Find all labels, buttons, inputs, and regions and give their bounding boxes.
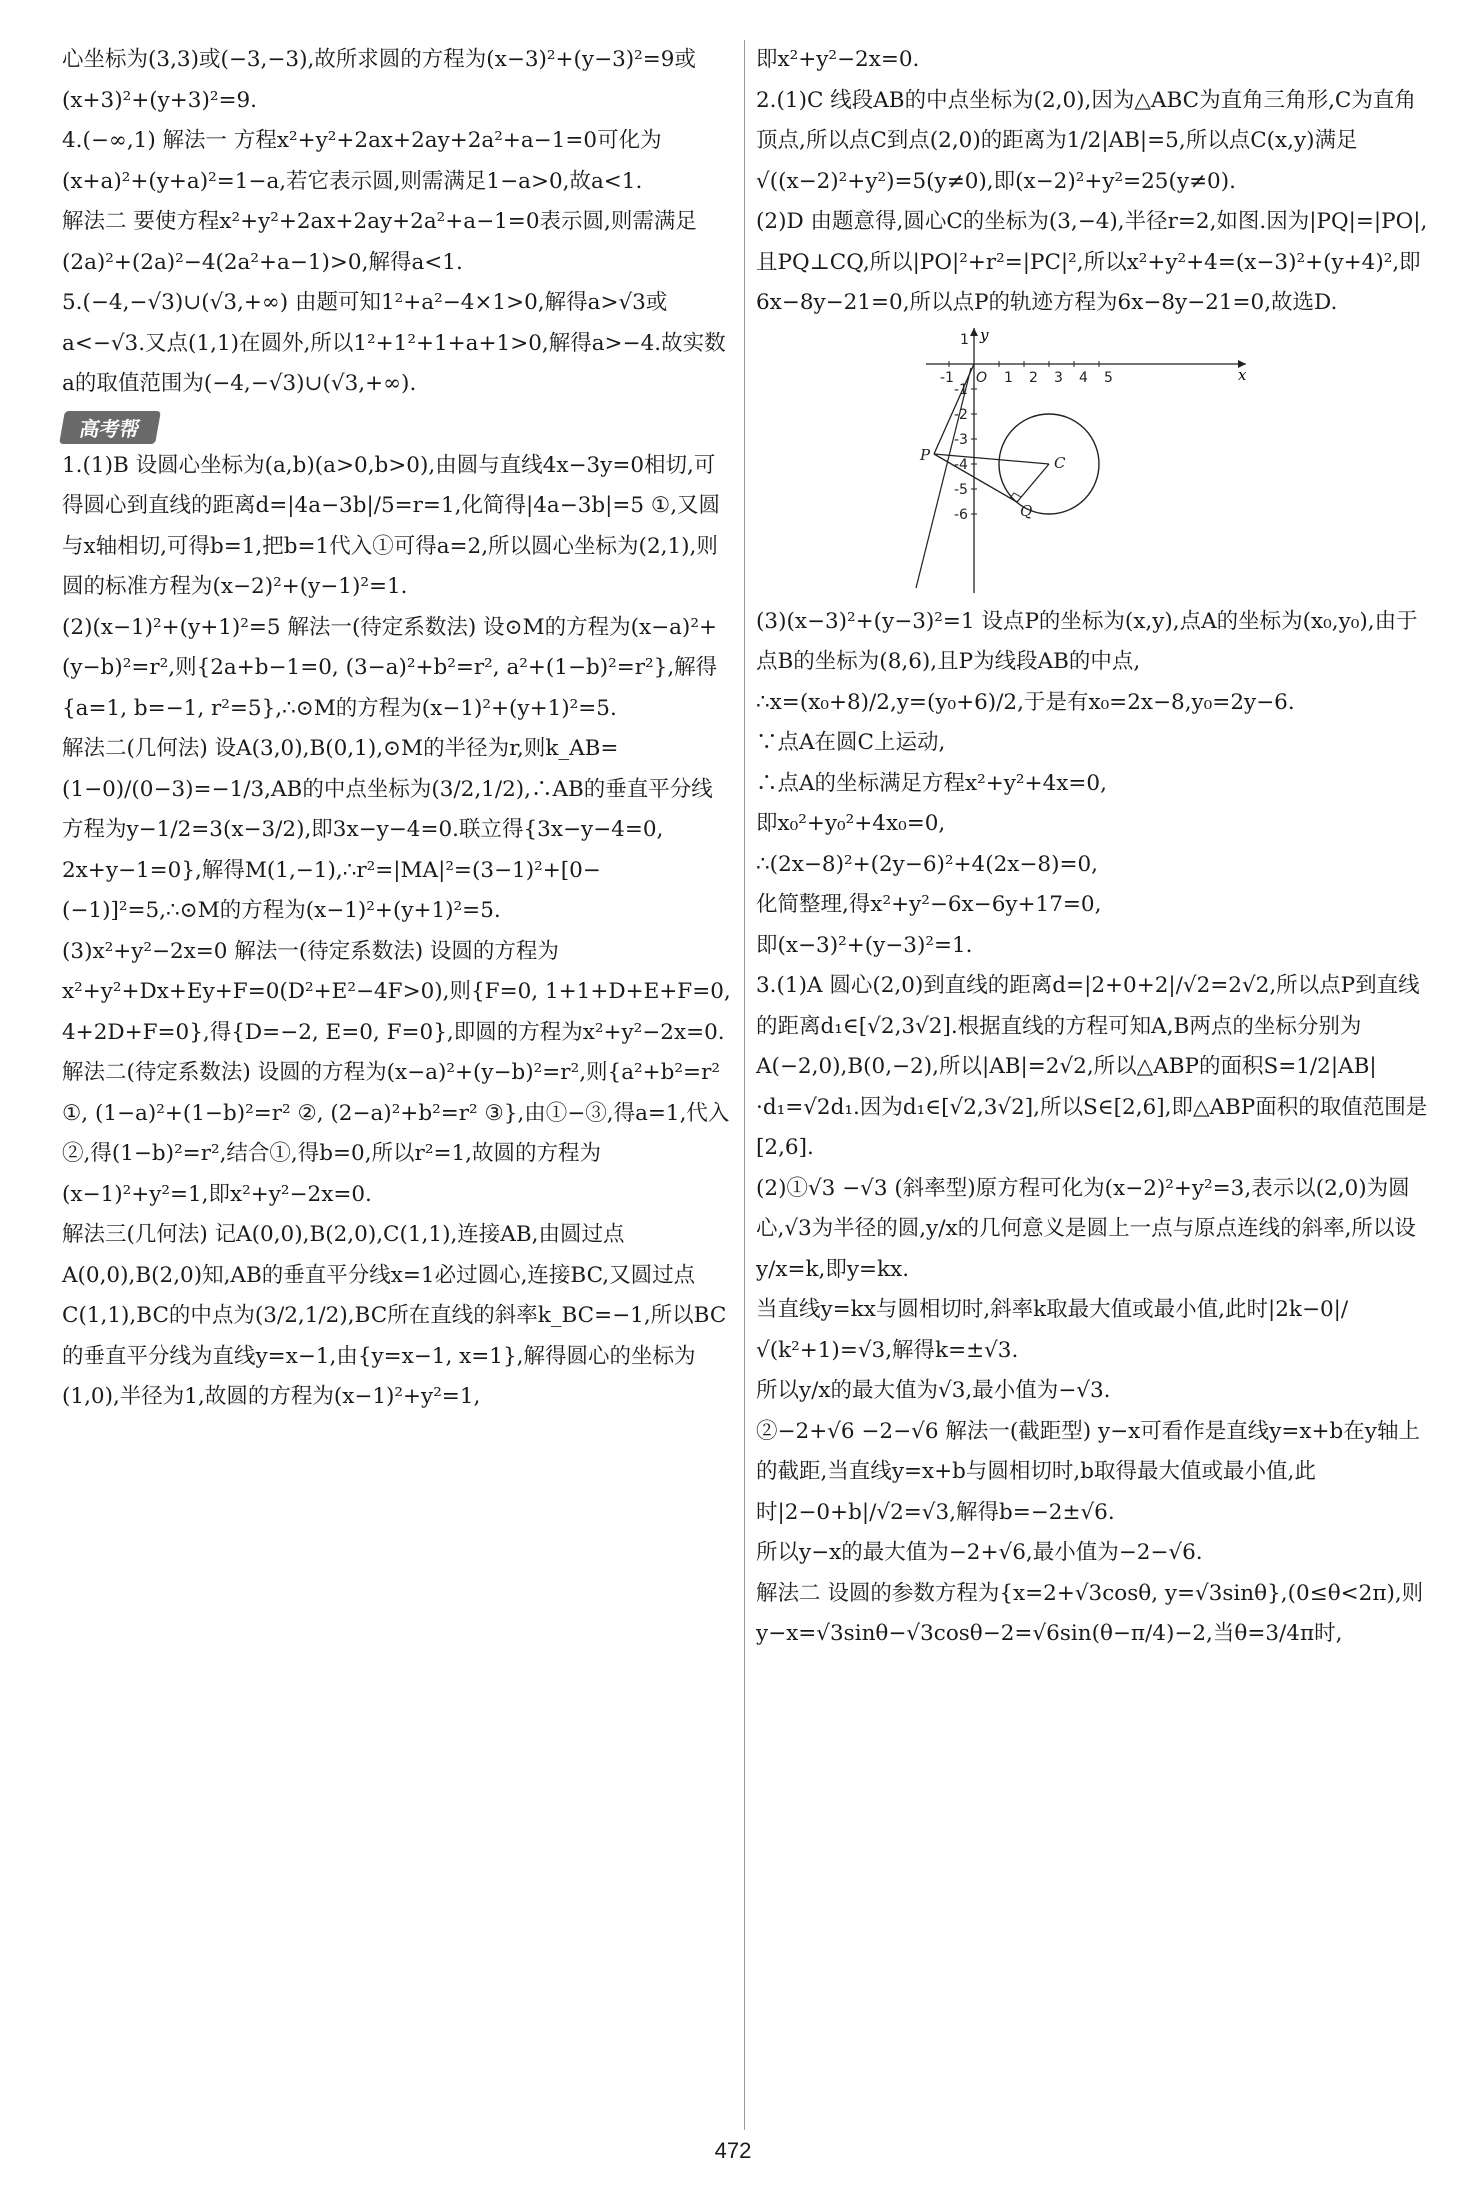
derivation-line-7: 即(x−3)²+(y−3)²=1. — [756, 932, 973, 958]
y-tick: -6 — [954, 506, 968, 523]
x-tick: 3 — [1054, 369, 1063, 386]
derivation-line-1: ∴x=(x₀+8)/2,y=(y₀+6)/2,于是有x₀=2x−8,y₀=2y−6. — [756, 689, 1295, 715]
x-tick: 1 — [1004, 369, 1013, 386]
gkb-answer-1-3-method-3: 解法三(几何法) 记A(0,0),B(2,0),C(1,1),连接AB,由圆过点A(0,0),B(2,0)知,AB的垂直平分线x=1必过圆心,连接BC,又圆过点C(1,1),BC的中点为(3/2,1/2),BC所在直线的斜率k_BC=−1,所以BC的垂直平分线为直线y=x−1,由{y=x−1, x=1},解得圆心的坐标为(1,0),半径为1,故圆的方程为(x−1)²+y²=1, — [62, 1222, 727, 1409]
derivation-line-4: 即x₀²+y₀²+4x₀=0, — [756, 811, 946, 836]
y-tick: -1 — [954, 381, 968, 398]
gkb-answer-2-2: (2)D 由题意得,圆心C的坐标为(3,−4),半径r=2,如图.因为|PQ|=|PO|,且PQ⊥CQ,所以|PO|²+r²=|PC|²,所以x²+y²+4=(x−3)²+(y+4)²,即6x−8y−21=0,所以点P的轨迹方程为6x−8y−21=0,故选D. — [756, 209, 1428, 315]
segment-pc — [934, 454, 1049, 464]
answer-4-method-2: 解法二 要使方程x²+y²+2ax+2ay+2a²+a−1=0表示圆,则需满足(2a)²+(2a)²−4(2a²+a−1)>0,解得a<1. — [62, 209, 697, 275]
point-c-label: C — [1054, 453, 1066, 472]
gkb-answer-3-2-1-result: 所以y/x的最大值为√3,最小值为−√3. — [756, 1378, 1111, 1403]
y-tick: 1 — [960, 331, 969, 348]
gkb-answer-1-3: (3)x²+y²−2x=0 解法一(待定系数法) 设圆的方程为x²+y²+Dx+Ey+F=0(D²+E²−4F>0),则{F=0, 1+1+D+E+F=0, 4+2D+F=0},得{D=−2, E=0, F=0},即圆的方程为x²+y²−2x=0. — [62, 938, 731, 1045]
answer-5: 5.(−4,−√3)∪(√3,+∞) 由题可知1²+a²−4×1>0,解得a>√3或a<−√3.又点(1,1)在圆外,所以1²+1²+1+a+1>0,解得a>−4.故实数a的取值范围为(−4,−√3)∪(√3,+∞). — [62, 290, 726, 396]
derivation-line-2: ∵点A在圆C上运动, — [756, 730, 946, 755]
gkb-answer-2-3: (3)(x−3)²+(y−3)²=1 设点P的坐标为(x,y),点A的坐标为(x₀,y₀),由于点B的坐标为(8,6),且P为线段AB的中点, — [756, 608, 1418, 674]
y-axis-label: y — [980, 325, 989, 344]
left-para-1: 心坐标为(3,3)或(−3,−3),故所求圆的方程为(x−3)²+(y−3)²=9或(x+3)²+(y+3)²=9. — [62, 47, 696, 113]
column-divider — [744, 40, 745, 2130]
y-tick: -3 — [954, 431, 968, 448]
segment-cq — [1017, 464, 1049, 502]
gkb-answer-3-2-2-method-2: 解法二 设圆的参数方程为{x=2+√3cosθ, y=√3sinθ},(0≤θ<2π),则y−x=√3sinθ−√3cosθ−2=√6sin(θ−π/4)−2,当θ=3/4π时, — [756, 1580, 1424, 1646]
gkb-answer-3-2-1-cont: 当直线y=kx与圆相切时,斜率k取最大值或最小值,此时|2k−0|/√(k²+1)=√3,解得k=±√3. — [756, 1297, 1349, 1363]
gkb-answer-2-1: 2.(1)C 线段AB的中点坐标为(2,0),因为△ABC为直角三角形,C为直角顶点,所以点C到点(2,0)的距离为1/2|AB|=5,所以点C(x,y)满足√((x−2)²+y²)=5(y≠0),即(x−2)²+y²=25(y≠0). — [756, 87, 1416, 194]
section-badge: 高考帮 — [59, 411, 161, 444]
gkb-answer-1-3-method-2: 解法二(待定系数法) 设圆的方程为(x−a)²+(y−b)²=r²,则{a²+b²=r² ①, (1−a)²+(1−b)²=r² ②, (2−a)²+b²=r² ③},由①−③,得a=1,代入②,得(1−b)²=r²,结合①,得b=0,所以r²=1,故圆的方程为(x−1)²+y²=1,即x²+y²−2x=0. — [62, 1060, 730, 1207]
gkb-answer-3-2-2: ②−2+√6 −2−√6 解法一(截距型) y−x可看作是直线y=x+b在y轴上的截距,当直线y=x+b与圆相切时,b取得最大值或最小值,此时|2−0+b|/√2=√3,解得b=−2±√6. — [756, 1418, 1420, 1525]
trajectory-line — [916, 368, 971, 588]
gkb-answer-1-1: 1.(1)B 设圆心坐标为(a,b)(a>0,b>0),由圆与直线4x−3y=0相切,可得圆心到直线的距离d=|4a−3b|/5=r=1,化简得|4a−3b|=5 ①,又圆与x轴相切,可得b=1,把b=1代入①可得a=2,所以圆心坐标为(2,1),则圆的标准方程为(x−2)²+(y−1)²=1. — [62, 452, 721, 599]
gkb-answer-3-2-1: (2)①√3 −√3 (斜率型)原方程可化为(x−2)²+y²=3,表示以(2,0)为圆心,√3为半径的圆,y/x的几何意义是圆上一点与原点连线的斜率,所以设y/x=k,即y=kx. — [756, 1175, 1416, 1282]
derivation-line-5: ∴(2x−8)²+(2y−6)²+4(2x−8)=0, — [756, 851, 1098, 877]
derivation-line-3: ∴点A的坐标满足方程x²+y²+4x=0, — [756, 770, 1107, 796]
segment-pq — [934, 454, 1017, 502]
left-column — [62, 40, 734, 1418]
coordinate-figure — [920, 325, 1247, 598]
answer-4: 4.(−∞,1) 解法一 方程x²+y²+2ax+2ay+2a²+a−1=0可化为(x+a)²+(y+a)²=1−a,若它表示圆,则需满足1−a>0,故a<1. — [62, 128, 662, 194]
x-axis-label: x — [1238, 365, 1247, 384]
point-p-label: P — [920, 445, 931, 464]
y-axis-arrow — [970, 328, 978, 336]
derivation-line-6: 化简整理,得x²+y²−6x−6y+17=0, — [756, 892, 1102, 917]
x-tick: 4 — [1079, 369, 1088, 386]
x-tick: 2 — [1029, 369, 1038, 386]
gkb-answer-1-2-method-2: 解法二(几何法) 设A(3,0),B(0,1),⊙M的半径为r,则k_AB=(1−0)/(0−3)=−1/3,AB的中点坐标为(3/2,1/2),∴AB的垂直平分线方程为y−1/2=3(x−3/2),即3x−y−4=0.联立得{3x−y−4=0, 2x+y−1=0},解得M(1,−1),∴r²=|MA|²=(3−1)²+[0−(−1)]²=5,∴⊙M的方程为(x−1)²+(y+1)²=5. — [62, 736, 713, 923]
right-para-1: 即x²+y²−2x=0. — [756, 47, 920, 72]
origin-label: O — [976, 369, 988, 386]
gkb-answer-3-1: 3.(1)A 圆心(2,0)到直线的距离d=|2+0+2|/√2=2√2,所以点P到直线的距离d₁∈[√2,3√2].根据直线的方程可知A,B两点的坐标分别为A(−2,0),B(0,−2),所以|AB|=2√2,所以△ABP的面积S=1/2|AB|·d₁=√2d₁.因为d₁∈[√2,3√2],所以S∈[2,6],即△ABP面积的取值范围是[2,6]. — [756, 973, 1428, 1160]
right-column — [756, 40, 1436, 1655]
x-tick: 5 — [1104, 369, 1113, 386]
gkb-answer-1-2: (2)(x−1)²+(y+1)²=5 解法一(待定系数法) 设⊙M的方程为(x−a)²+(y−b)²=r²,则{2a+b−1=0, (3−a)²+b²=r², a²+(1−b)²=r²},解得{a=1, b=−1, r²=5},∴⊙M的方程为(x−1)²+(y+1)²=5. — [62, 614, 718, 721]
point-q-label: Q — [1020, 501, 1033, 520]
page-number: 472 — [714, 2138, 752, 2163]
y-tick: -5 — [954, 481, 968, 498]
x-tick: -1 — [940, 369, 954, 386]
gkb-answer-3-2-2-result: 所以y−x的最大值为−2+√6,最小值为−2−√6. — [756, 1540, 1203, 1565]
y-tick: -2 — [954, 406, 968, 423]
y-tick: -4 — [954, 456, 968, 473]
